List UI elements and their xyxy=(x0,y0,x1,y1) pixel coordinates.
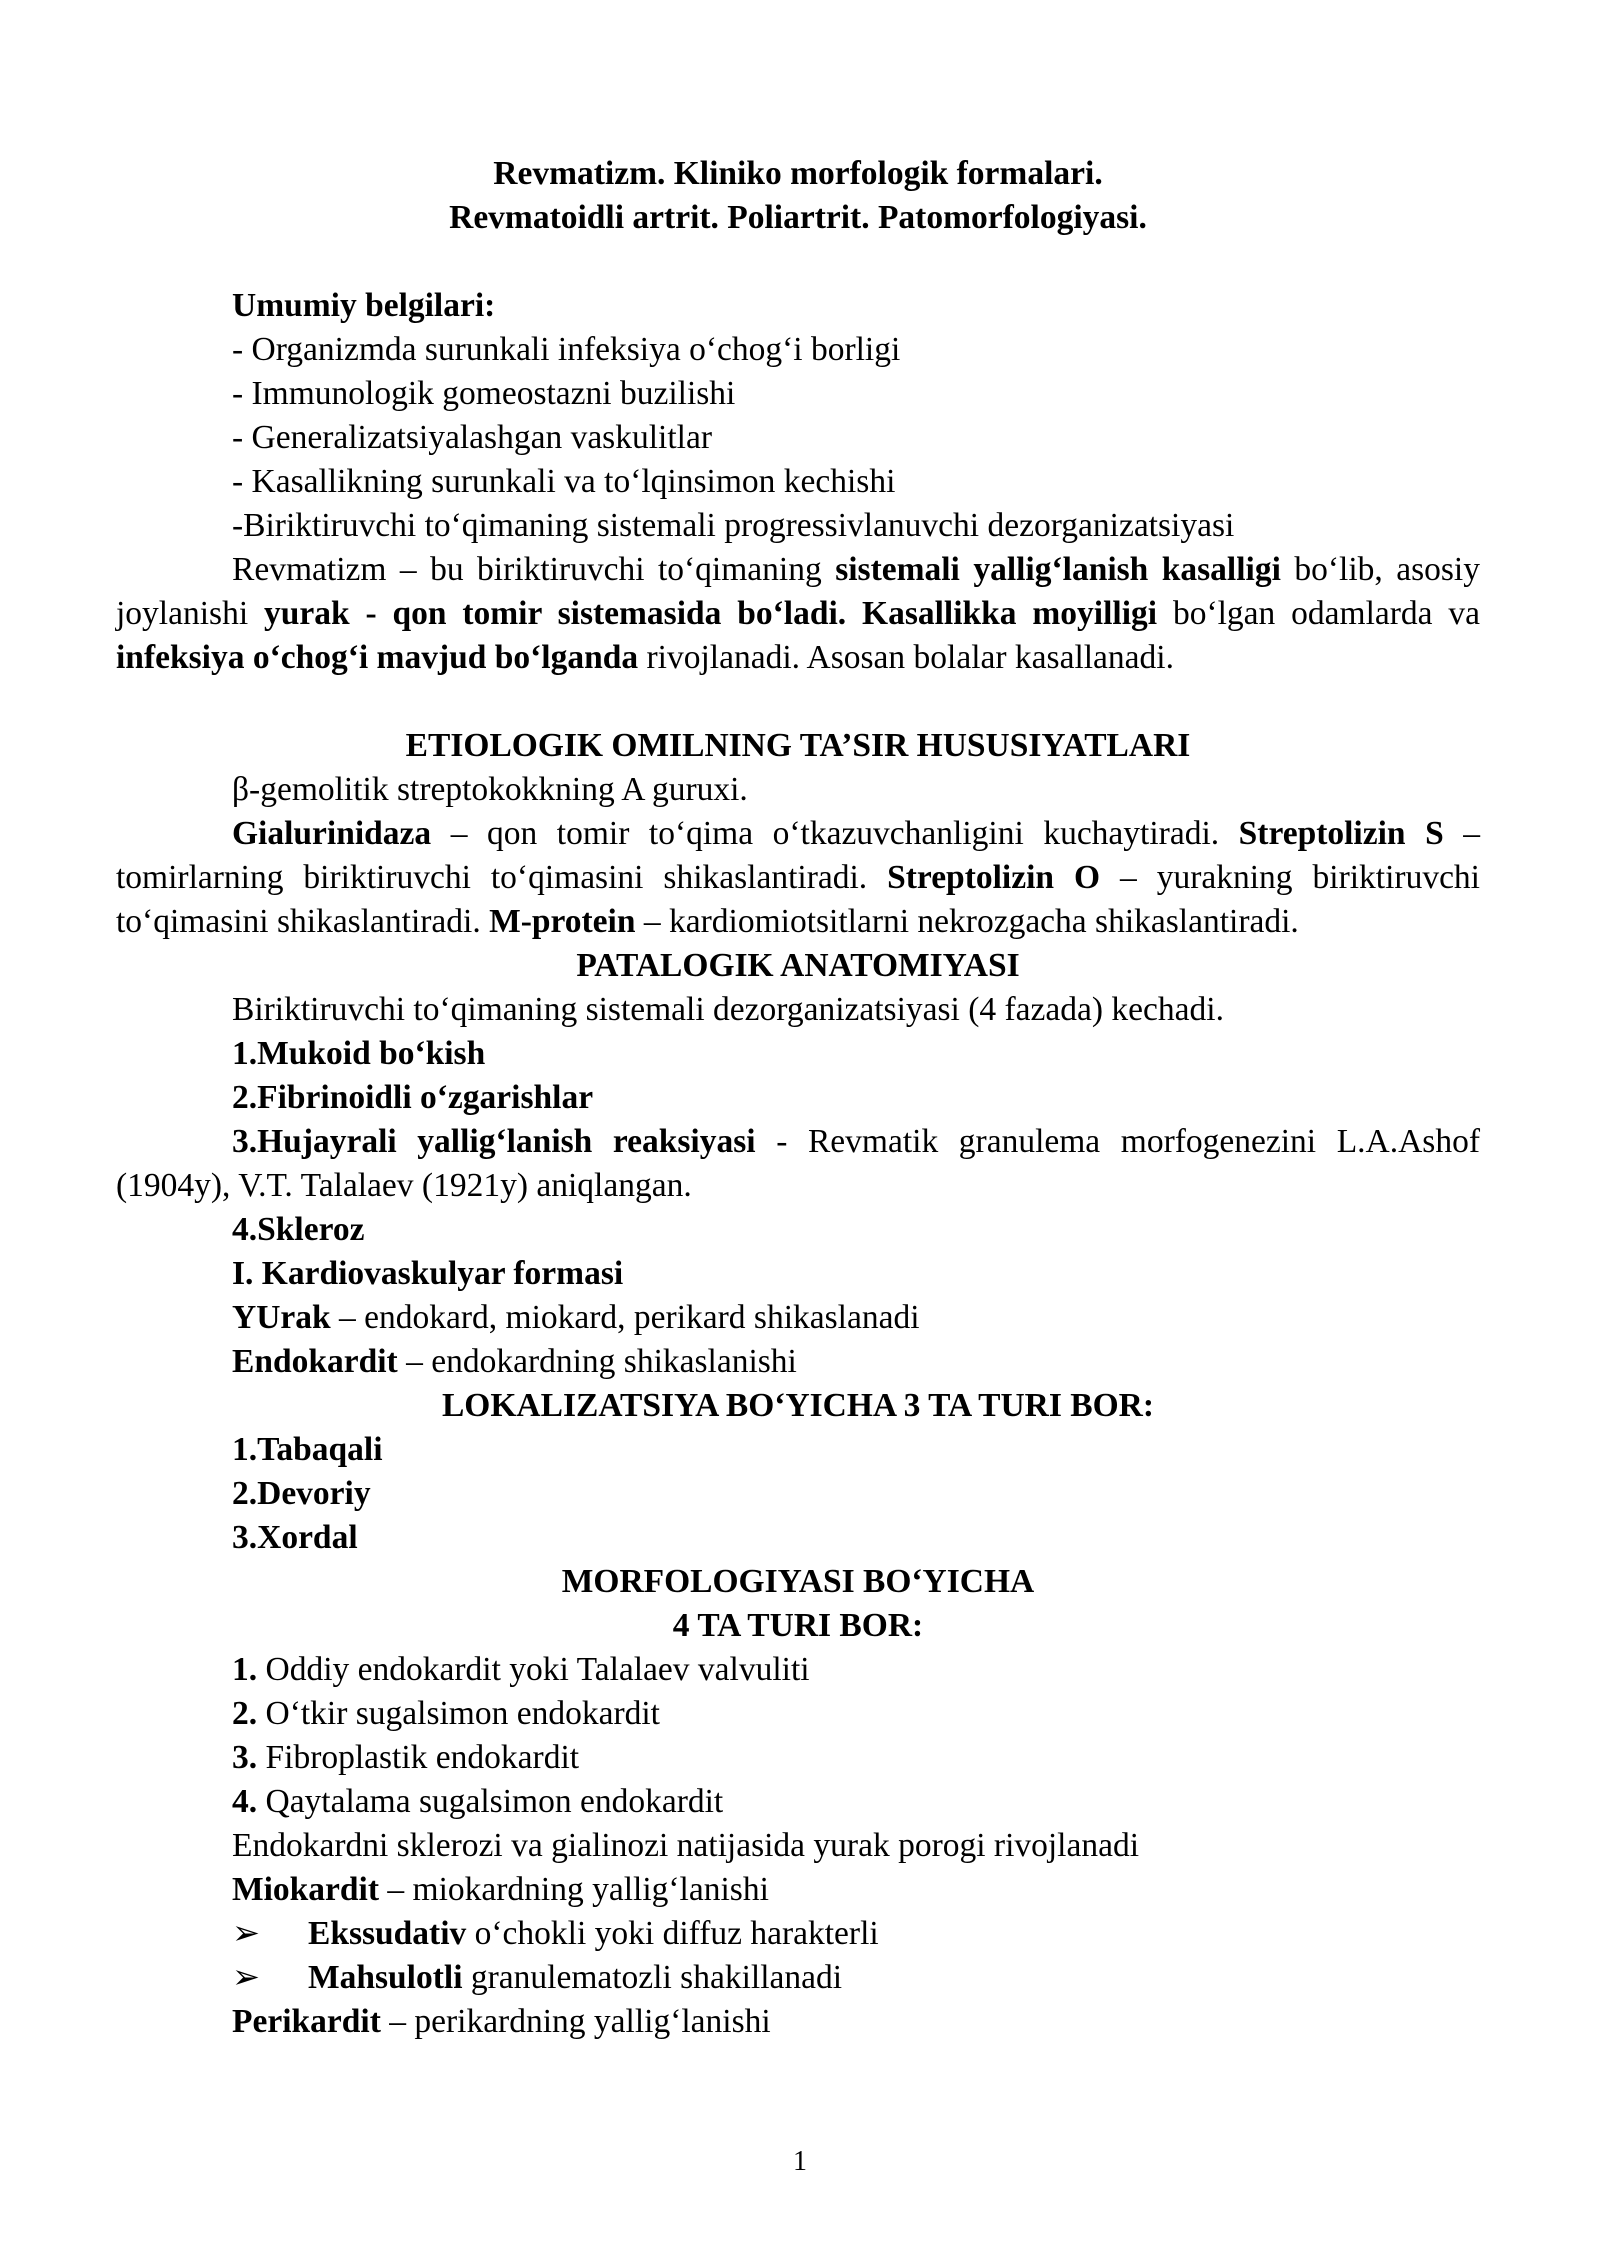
etiology-heading: ETIOLOGIK OMILNING TA’SIR HUSUSIYATLARI xyxy=(405,727,1191,764)
morphology-item: 2. O‘tkir sugalsimon endokardit xyxy=(232,1695,660,1732)
general-item: - Immunologik gomeostazni buzilishi xyxy=(232,375,736,412)
spacer xyxy=(116,240,1480,284)
morphology-subheading: 4 TA TURI BOR: xyxy=(672,1607,924,1644)
morphology-heading: MORFOLOGIYASI BO‘YICHA xyxy=(561,1563,1035,1600)
form-heading: I. Kardiovaskulyar formasi xyxy=(232,1255,624,1292)
etiology-line: β-gemolitik streptokokkning A guruxi. xyxy=(232,771,748,808)
morphology-item: 3. Fibroplastik endokardit xyxy=(232,1739,580,1776)
page-number: 1 xyxy=(793,2146,807,2177)
morphology-item: 4. Qaytalama sugalsimon endokardit xyxy=(232,1783,724,1820)
pathology-heading: PATALOGIK ANATOMIYASI xyxy=(576,947,1020,984)
intro-paragraph: Revmatizm – bu biriktiruvchi to‘qimaning sistemali yallig‘lanish kasalligi bo‘lib, asosiy joylanishi yurak - qon tomir sistemasida bo‘ladi. Kasallikka moyilligi bo‘lgan odamlarda va infeksiya o‘chog‘i mavjud bo‘lganda rivojlanadi. Asosan bolalar kasallanadi. xyxy=(116,551,1480,676)
phase-item: 4.Skleroz xyxy=(232,1211,365,1248)
document-title-line-1: Revmatizm. Kliniko morfologik formalari. xyxy=(493,155,1103,192)
general-item: -Biriktiruvchi to‘qimaning sistemali progressivlanuvchi dezorganizatsiyasi xyxy=(232,507,1235,544)
etiology-paragraph: Gialurinidaza – qon tomir to‘qima o‘tkazuvchanligini kuchaytiradi. Streptolizin S – tomirlarning biriktiruvchi to‘qimasini shikaslantiradi. Streptolizin O – yurakning biriktiruvchi to‘qimasini shikaslantiradi. M-protein – kardiomiotsitlarni nekrozgacha shikaslantiradi. xyxy=(116,815,1480,940)
general-item: - Organizmda surunkali infeksiya o‘chog‘i borligi xyxy=(232,331,901,368)
pathology-line: Biriktiruvchi to‘qimaning sistemali dezorganizatsiyasi (4 fazada) kechadi. xyxy=(232,991,1224,1028)
morphology-item: 1. Oddiy endokardit yoki Talalaev valvuliti xyxy=(232,1651,810,1688)
phase-item: 2.Fibrinoidli o‘zgarishlar xyxy=(232,1079,594,1116)
document-page xyxy=(116,152,1480,2044)
arrow-bullet-icon: ➢ xyxy=(232,1915,261,1952)
localization-item: 1.Tabaqali xyxy=(232,1431,383,1468)
general-heading: Umumiy belgilari: xyxy=(232,287,496,324)
myocarditis-line: Miokardit – miokardning yallig‘lanishi xyxy=(232,1871,769,1908)
general-item: - Kasallikning surunkali va to‘lqinsimon kechishi xyxy=(232,463,896,500)
heart-line: YUrak – endokard, miokard, perikard shikaslanadi xyxy=(232,1299,920,1336)
bullet-item: ➢ Ekssudativ o‘chokli yoki diffuz harakterli xyxy=(116,1912,1480,1956)
bullet-item: ➢ Mahsulotli granulematozli shakillanadi xyxy=(116,1956,1480,2000)
arrow-bullet-icon: ➢ xyxy=(232,1959,261,1996)
phase-item: 3.Hujayrali yallig‘lanish reaksiyasi - Revmatik granulema morfogenezini L.A.Ashof (1904y), V.T. Talalaev (1921y) aniqlangan. xyxy=(116,1123,1480,1204)
spacer xyxy=(116,680,1480,724)
localization-heading: LOKALIZATSIYA BO‘YICHA 3 TA TURI BOR: xyxy=(441,1387,1155,1424)
sclerosis-line: Endokardni sklerozi va gialinozi natijasida yurak porogi rivojlanadi xyxy=(232,1827,1140,1864)
pericarditis-line: Perikardit – perikardning yallig‘lanishi xyxy=(232,2003,771,2040)
endocarditis-line: Endokardit – endokardning shikaslanishi xyxy=(232,1343,797,1380)
phase-item: 1.Mukoid bo‘kish xyxy=(232,1035,486,1072)
general-item: - Generalizatsiyalashgan vaskulitlar xyxy=(232,419,712,456)
localization-item: 3.Xordal xyxy=(232,1519,358,1556)
localization-item: 2.Devoriy xyxy=(232,1475,371,1512)
document-title-line-2: Revmatoidli artrit. Poliartrit. Patomorfologiyasi. xyxy=(449,199,1147,236)
